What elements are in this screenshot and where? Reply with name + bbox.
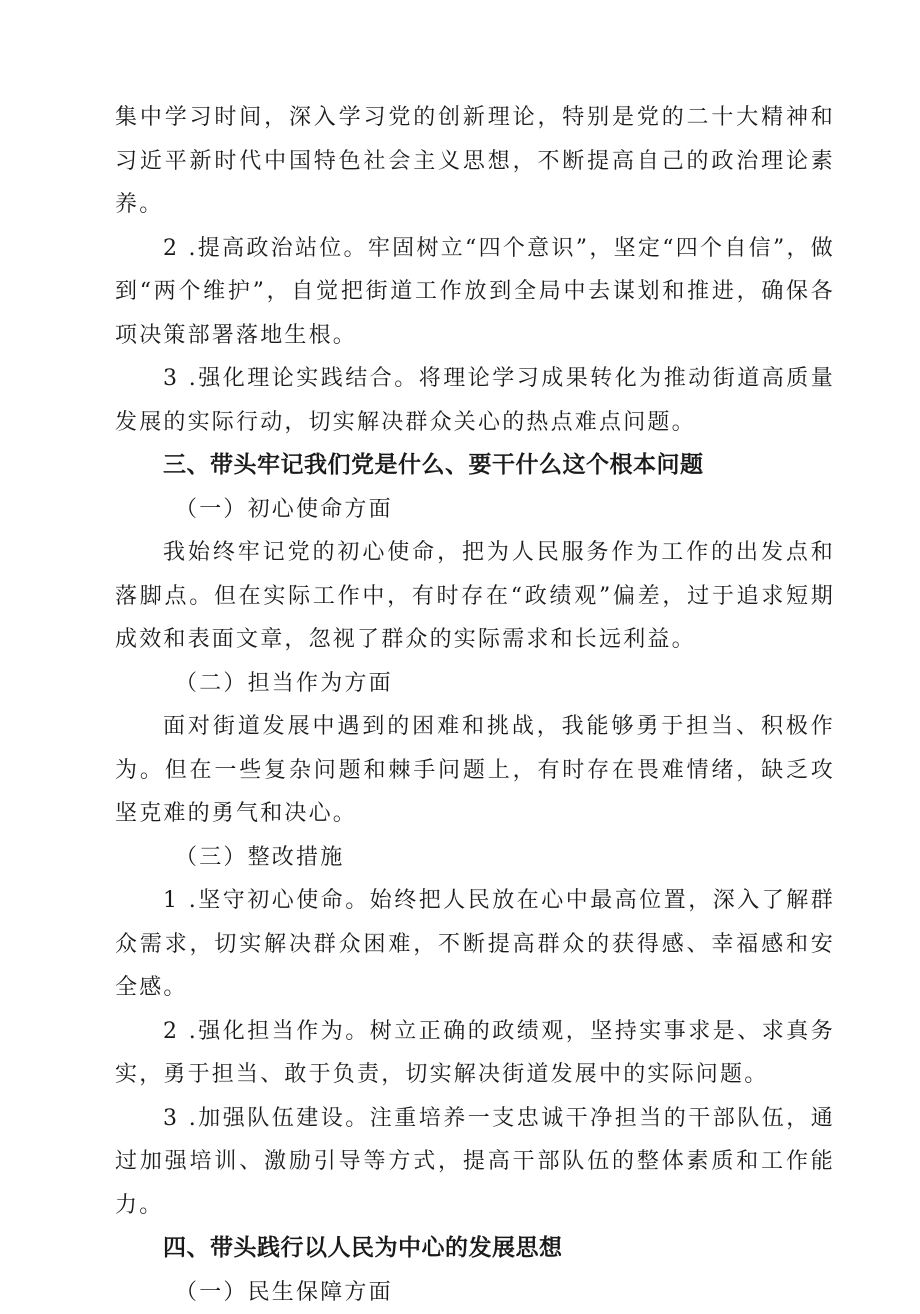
- document-page: [115, 96, 835, 1314]
- body-paragraph: 面对街道发展中遇到的困难和挑战，我能够勇于担当、积极作为。但在一些复杂问题和棘手问题上，有时存在畏难情绪，缺乏攻坚克难的勇气和决心。: [115, 705, 835, 836]
- section-heading: 三、带头牢记我们党是什么、要干什么这个根本问题: [115, 444, 835, 488]
- subsection-heading: （一）民生保障方面: [115, 1271, 835, 1314]
- body-paragraph: 3 .强化理论实践结合。将理论学习成果转化为推动街道高质量发展的实际行动，切实解决群众关心的热点难点问题。: [115, 357, 835, 444]
- body-paragraph: 3 .加强队伍建设。注重培养一支忠诚干净担当的干部队伍，通过加强培训、激励引导等方式，提高干部队伍的整体素质和工作能力。: [115, 1097, 835, 1228]
- body-paragraph: 我始终牢记党的初心使命，把为人民服务作为工作的出发点和落脚点。但在实际工作中，有时存在“政绩观”偏差，过于追求短期成效和表面文章，忽视了群众的实际需求和长远利益。: [115, 531, 835, 662]
- subsection-heading: （二）担当作为方面: [115, 662, 835, 706]
- section-heading: 四、带头践行以人民为中心的发展思想: [115, 1227, 835, 1271]
- body-paragraph: 集中学习时间，深入学习党的创新理论，特别是党的二十大精神和习近平新时代中国特色社会主义思想，不断提高自己的政治理论素养。: [115, 96, 835, 227]
- body-paragraph: 2 .强化担当作为。树立正确的政绩观，坚持实事求是、求真务实，勇于担当、敢于负责，切实解决街道发展中的实际问题。: [115, 1010, 835, 1097]
- body-paragraph: 2 .提高政治站位。牢固树立“四个意识”，坚定“四个自信”，做到“两个维护”，自觉把街道工作放到全局中去谋划和推进，确保各项决策部署落地生根。: [115, 227, 835, 358]
- subsection-heading: （一）初心使命方面: [115, 488, 835, 532]
- body-paragraph: 1 .坚守初心使命。始终把人民放在心中最高位置，深入了解群众需求，切实解决群众困难，不断提高群众的获得感、幸福感和安全感。: [115, 879, 835, 1010]
- subsection-heading: （三）整改措施: [115, 836, 835, 880]
